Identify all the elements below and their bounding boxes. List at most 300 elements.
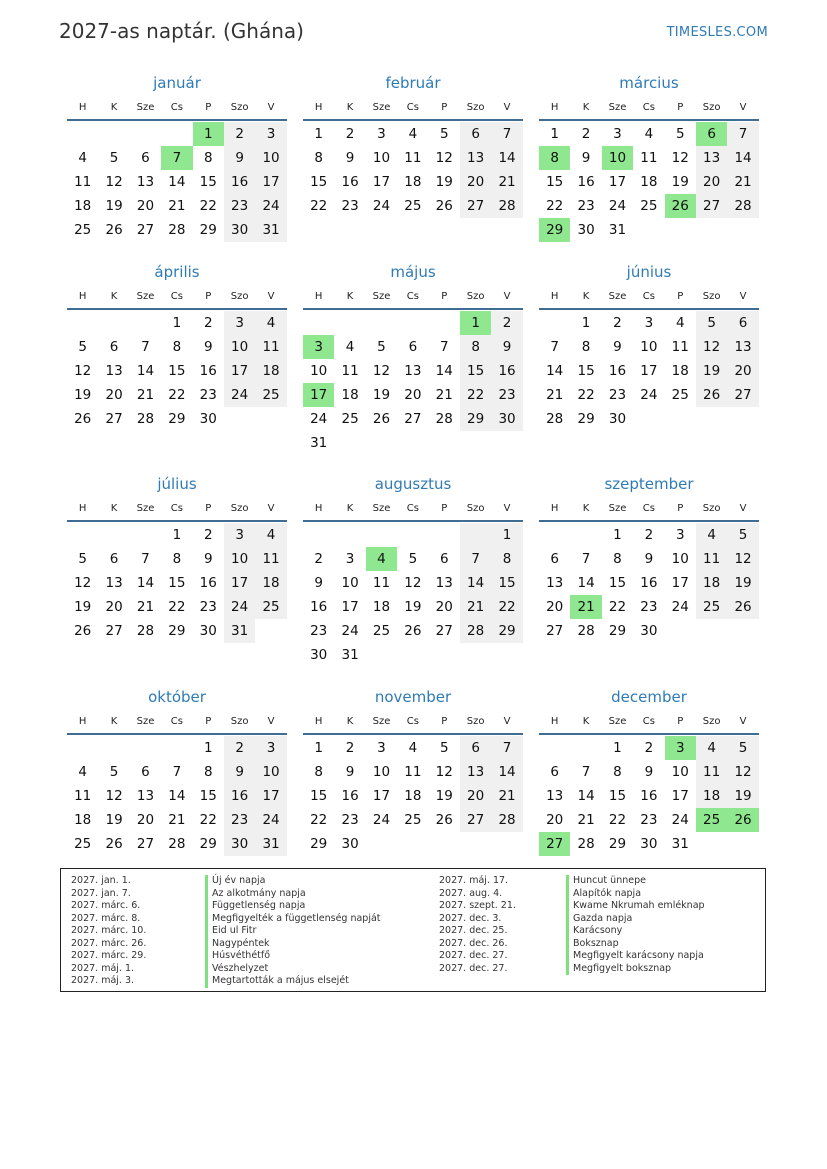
weekday-label: H	[314, 502, 323, 514]
month-name: június	[626, 263, 672, 281]
weekday-label: K	[110, 502, 118, 514]
empty-cell	[397, 311, 428, 335]
day-cell: 20	[696, 170, 727, 194]
day-cell: 1	[203, 740, 213, 756]
weekday-label: H	[314, 101, 323, 113]
day-cell: 4	[675, 315, 685, 331]
empty-cell	[696, 407, 727, 431]
day-cell: 10	[310, 363, 328, 379]
weekday-label: Szo	[230, 290, 249, 302]
empty-cell	[67, 122, 98, 146]
day-cell: 1	[314, 740, 323, 756]
legend-holiday-name: Eid ul Fitr	[205, 925, 381, 938]
weekday-label: Sze	[608, 101, 627, 113]
weekday-label: Cs	[642, 715, 655, 727]
day-cell: 29	[608, 836, 627, 852]
day-cell: 23	[224, 808, 255, 832]
day-cell: 7	[727, 122, 758, 146]
day-cell: 24	[341, 623, 359, 639]
day-cell: 8	[314, 150, 323, 166]
empty-cell	[67, 523, 98, 547]
day-cell: 25	[341, 411, 359, 427]
weekday-header	[67, 284, 287, 310]
weekday-label: H	[78, 101, 87, 113]
empty-cell	[665, 218, 696, 242]
day-cell: 16	[224, 784, 255, 808]
day-cell: 20	[404, 387, 422, 403]
weekday-label: Sze	[608, 290, 627, 302]
legend-holiday-name: Húsvéthétfő	[205, 950, 381, 963]
day-cell: 27	[460, 194, 491, 218]
empty-cell	[98, 311, 129, 335]
day-cell: 17	[255, 784, 286, 808]
day-cell: 29	[310, 836, 328, 852]
day-cell: 18	[404, 174, 422, 190]
day-cell: 13	[435, 575, 453, 591]
day-cell: 1	[491, 523, 522, 547]
day-cell: 21	[136, 387, 155, 403]
legend-holiday-name: Megtartották a május elsejét	[205, 975, 381, 988]
day-cell: 28	[491, 808, 522, 832]
day-cell: 9	[613, 339, 622, 355]
day-cell: 16	[310, 599, 328, 615]
day-cell: 3	[303, 335, 334, 359]
day-cell: 26	[696, 383, 727, 407]
day-cell: 12	[404, 575, 422, 591]
day-cell: 16	[608, 363, 627, 379]
weekday-label: Sze	[372, 715, 391, 727]
weekday-header	[67, 709, 287, 735]
day-cell: 31	[255, 832, 286, 856]
day-cell: 8	[613, 764, 622, 780]
weekday-header	[539, 95, 759, 121]
day-cell: 16	[224, 170, 255, 194]
day-cell: 6	[439, 551, 449, 567]
weekday-header	[303, 95, 523, 121]
day-cell: 6	[550, 764, 559, 780]
day-cell: 14	[577, 575, 595, 591]
day-cell: 3	[377, 126, 386, 142]
day-cell: 18	[404, 788, 422, 804]
day-cell: 12	[696, 335, 727, 359]
day-cell: 30	[224, 832, 255, 856]
day-cell: 3	[644, 315, 654, 331]
day-cell: 14	[491, 146, 522, 170]
month-name: december	[611, 688, 687, 706]
month-name: március	[619, 74, 679, 92]
month-name: január	[153, 74, 201, 92]
weekday-label: Cs	[406, 715, 419, 727]
weekday-label: Szo	[230, 715, 249, 727]
day-cell: 19	[435, 174, 453, 190]
day-cell: 10	[671, 551, 689, 567]
weekday-label: Szo	[702, 290, 721, 302]
day-cell: 30	[491, 407, 522, 431]
legend-holiday-name: Függetlenség napja	[205, 900, 381, 913]
day-cell: 13	[546, 575, 564, 591]
weekday-label: H	[78, 290, 87, 302]
empty-cell	[539, 523, 570, 547]
day-cell: 17	[372, 788, 391, 804]
month-september	[539, 474, 759, 643]
day-cell: 10	[640, 339, 658, 355]
day-cell: 17	[372, 174, 391, 190]
day-cell: 8	[203, 150, 213, 166]
day-cell: 2	[314, 551, 323, 567]
weekday-label: V	[503, 290, 511, 302]
day-cell: 19	[105, 198, 123, 214]
day-cell: 26	[74, 411, 92, 427]
day-cell: 7	[141, 339, 150, 355]
month-june	[539, 262, 759, 431]
day-cell: 18	[696, 784, 727, 808]
legend-date: 2027. dec. 26.	[439, 937, 508, 949]
day-cell: 18	[341, 387, 359, 403]
day-cell: 23	[341, 812, 359, 828]
legend-date: 2027. aug. 4.	[439, 887, 503, 899]
weekday-label: V	[267, 715, 275, 727]
day-cell: 21	[491, 784, 522, 808]
day-cell: 9	[345, 150, 355, 166]
day-cell: 29	[199, 836, 217, 852]
day-cell: 9	[224, 760, 255, 784]
day-cell: 22	[460, 383, 491, 407]
day-cell: 18	[640, 174, 658, 190]
day-cell: 26	[404, 623, 422, 639]
day-cell: 30	[224, 218, 255, 242]
day-cell: 27	[136, 222, 155, 238]
weekday-label: Cs	[170, 715, 183, 727]
empty-cell	[460, 643, 491, 667]
weekday-label: Sze	[372, 101, 391, 113]
weekday-label: Szo	[466, 101, 485, 113]
day-grid	[539, 523, 759, 643]
day-cell: 13	[136, 788, 155, 804]
day-cell: 24	[310, 411, 328, 427]
day-cell: 9	[203, 551, 213, 567]
day-cell: 19	[671, 174, 689, 190]
day-cell: 25	[696, 808, 727, 832]
day-cell: 28	[435, 411, 453, 427]
day-cell: 7	[581, 551, 591, 567]
weekday-label: H	[314, 715, 323, 727]
empty-cell	[570, 736, 601, 760]
weekday-label: V	[267, 290, 275, 302]
day-cell: 1	[613, 740, 622, 756]
day-cell: 26	[105, 836, 123, 852]
day-cell: 28	[546, 411, 564, 427]
day-cell: 1	[613, 527, 622, 543]
weekday-label: Sze	[372, 290, 391, 302]
legend-holiday-name: Vészhelyzet	[205, 963, 381, 976]
empty-cell	[224, 407, 255, 431]
day-cell: 30	[608, 411, 627, 427]
day-cell: 25	[404, 812, 422, 828]
day-cell: 12	[105, 788, 123, 804]
weekday-label: V	[739, 715, 747, 727]
day-cell: 26	[727, 808, 758, 832]
day-cell: 25	[372, 623, 391, 639]
day-cell: 27	[404, 411, 422, 427]
empty-cell	[366, 643, 397, 667]
day-cell: 10	[341, 575, 359, 591]
day-cell: 16	[640, 788, 658, 804]
day-cell: 12	[105, 174, 123, 190]
day-cell: 18	[696, 571, 727, 595]
day-cell: 13	[460, 760, 491, 784]
day-cell: 22	[577, 387, 595, 403]
empty-cell	[696, 619, 727, 643]
weekday-label: Cs	[170, 502, 183, 514]
day-cell: 8	[172, 339, 182, 355]
day-cell: 29	[199, 222, 217, 238]
legend-date: 2027. márc. 26.	[71, 937, 147, 949]
day-cell: 24	[671, 812, 689, 828]
day-cell: 11	[640, 150, 658, 166]
day-cell: 21	[727, 170, 758, 194]
day-cell: 11	[696, 547, 727, 571]
day-cell: 6	[696, 122, 727, 146]
day-cell: 21	[570, 595, 601, 619]
day-cell: 13	[546, 788, 564, 804]
day-cell: 4	[408, 740, 418, 756]
day-grid	[67, 736, 287, 856]
month-august	[303, 474, 523, 667]
day-cell: 8	[581, 339, 591, 355]
empty-cell	[255, 619, 286, 643]
day-cell: 5	[727, 523, 758, 547]
empty-cell	[727, 619, 758, 643]
weekday-label: K	[346, 502, 354, 514]
day-cell: 30	[341, 836, 359, 852]
weekday-label: Sze	[608, 715, 627, 727]
day-cell: 31	[341, 647, 359, 663]
month-february	[303, 73, 523, 218]
day-cell: 18	[671, 363, 689, 379]
day-cell: 3	[224, 523, 255, 547]
legend-date: 2027. márc. 8.	[71, 912, 141, 924]
day-cell: 15	[168, 363, 186, 379]
day-cell: 7	[439, 339, 449, 355]
day-cell: 23	[224, 194, 255, 218]
weekday-header	[303, 709, 523, 735]
brand-link[interactable]: TIMESLES.COM	[666, 25, 768, 40]
empty-cell	[98, 122, 129, 146]
day-cell: 1	[172, 527, 182, 543]
weekday-label: Szo	[702, 101, 721, 113]
empty-cell	[130, 736, 161, 760]
weekday-label: Szo	[702, 715, 721, 727]
weekday-label: Cs	[642, 290, 655, 302]
empty-cell	[397, 431, 428, 455]
day-cell: 4	[696, 523, 727, 547]
weekday-label: Sze	[372, 502, 391, 514]
day-cell: 3	[345, 551, 355, 567]
day-cell: 16	[341, 174, 359, 190]
day-cell: 17	[255, 170, 286, 194]
day-cell: 22	[199, 198, 217, 214]
legend-date: 2027. máj. 1.	[71, 962, 135, 974]
weekday-label: P	[441, 290, 448, 302]
day-cell: 27	[539, 832, 570, 856]
day-cell: 23	[640, 599, 658, 615]
legend-date: 2027. jan. 7.	[71, 887, 131, 899]
day-cell: 15	[608, 575, 627, 591]
day-cell: 20	[435, 599, 453, 615]
day-cell: 21	[168, 812, 186, 828]
day-cell: 4	[255, 311, 286, 335]
day-cell: 13	[727, 335, 758, 359]
day-cell: 25	[404, 198, 422, 214]
weekday-label: H	[314, 290, 323, 302]
day-cell: 19	[727, 571, 758, 595]
day-cell: 14	[546, 363, 564, 379]
empty-cell	[67, 311, 98, 335]
day-cell: 13	[136, 174, 155, 190]
day-cell: 20	[136, 812, 155, 828]
day-cell: 23	[310, 623, 328, 639]
day-cell: 4	[696, 736, 727, 760]
day-cell: 2	[224, 736, 255, 760]
day-cell: 25	[640, 198, 658, 214]
legend-holiday-name: Huncut ünnepe	[566, 875, 705, 888]
day-cell: 22	[168, 387, 186, 403]
day-cell: 4	[644, 126, 654, 142]
empty-cell	[161, 736, 192, 760]
weekday-header	[67, 496, 287, 522]
day-cell: 10	[671, 764, 689, 780]
day-cell: 29	[460, 407, 491, 431]
weekday-label: H	[78, 715, 87, 727]
day-cell: 8	[460, 335, 491, 359]
day-cell: 4	[366, 547, 397, 571]
day-cell: 25	[74, 222, 92, 238]
weekday-header	[539, 496, 759, 522]
weekday-label: Szo	[230, 502, 249, 514]
empty-cell	[130, 122, 161, 146]
day-cell: 30	[199, 411, 217, 427]
day-cell: 14	[491, 760, 522, 784]
day-cell: 13	[105, 363, 123, 379]
day-cell: 22	[608, 599, 627, 615]
month-name: április	[154, 263, 200, 281]
empty-cell	[397, 832, 428, 856]
day-cell: 21	[168, 198, 186, 214]
weekday-label: V	[739, 502, 747, 514]
day-cell: 15	[491, 571, 522, 595]
day-cell: 26	[727, 595, 758, 619]
day-cell: 14	[435, 363, 453, 379]
month-name: augusztus	[374, 475, 452, 493]
legend-date: 2027. dec. 25.	[439, 925, 508, 936]
day-cell: 19	[727, 784, 758, 808]
day-cell: 20	[727, 359, 758, 383]
day-cell: 9	[314, 575, 323, 591]
day-cell: 16	[199, 363, 217, 379]
empty-cell	[491, 643, 522, 667]
day-cell: 7	[141, 551, 150, 567]
day-cell: 15	[199, 788, 217, 804]
day-cell: 22	[491, 595, 522, 619]
day-cell: 15	[577, 363, 595, 379]
day-cell: 6	[141, 764, 150, 780]
weekday-label: H	[78, 502, 87, 514]
day-cell: 20	[546, 812, 564, 828]
day-cell: 4	[345, 339, 355, 355]
legend-holiday-name: Gazda napja	[566, 913, 705, 926]
day-cell: 1	[581, 315, 591, 331]
empty-cell	[460, 431, 491, 455]
legend-date: 2027. dec. 27.	[439, 950, 508, 961]
day-cell: 24	[640, 387, 658, 403]
day-cell: 6	[460, 736, 491, 760]
day-cell: 17	[608, 174, 627, 190]
day-cell: 10	[372, 150, 391, 166]
weekday-label: P	[205, 101, 212, 113]
day-cell: 5	[377, 339, 386, 355]
weekday-header	[303, 284, 523, 310]
day-cell: 7	[491, 122, 522, 146]
weekday-label: Cs	[170, 290, 183, 302]
month-march	[539, 73, 759, 242]
day-cell: 20	[105, 599, 123, 615]
day-cell: 2	[203, 315, 213, 331]
day-cell: 25	[255, 383, 286, 407]
day-cell: 19	[404, 599, 422, 615]
day-cell: 4	[78, 150, 87, 166]
legend-holiday-name: Megfigyelték a függetlenség napját	[205, 913, 381, 926]
day-cell: 21	[460, 595, 491, 619]
day-cell: 15	[199, 174, 217, 190]
day-cell: 30	[310, 647, 328, 663]
legend-holiday-name: Alapítók napja	[566, 888, 705, 901]
day-cell: 17	[341, 599, 359, 615]
weekday-label: Cs	[406, 101, 419, 113]
day-cell: 1	[550, 126, 559, 142]
month-april	[67, 262, 287, 431]
legend-date: 2027. szept. 21.	[439, 900, 516, 911]
day-cell: 31	[310, 435, 328, 451]
day-cell: 12	[671, 150, 689, 166]
weekday-label: P	[441, 715, 448, 727]
weekday-label: P	[677, 502, 684, 514]
day-cell: 3	[255, 736, 286, 760]
empty-cell	[397, 643, 428, 667]
day-cell: 24	[255, 194, 286, 218]
day-grid	[67, 523, 287, 643]
day-cell: 18	[74, 198, 92, 214]
weekday-label: K	[110, 715, 118, 727]
day-cell: 7	[460, 547, 491, 571]
day-cell: 13	[404, 363, 422, 379]
weekday-label: Cs	[170, 101, 183, 113]
empty-cell	[334, 311, 365, 335]
day-cell: 28	[491, 194, 522, 218]
day-cell: 14	[136, 363, 155, 379]
day-cell: 23	[199, 599, 217, 615]
day-cell: 11	[255, 547, 286, 571]
day-cell: 8	[314, 764, 323, 780]
day-cell: 26	[105, 222, 123, 238]
day-grid	[539, 311, 759, 431]
weekday-label: K	[346, 290, 354, 302]
day-cell: 27	[696, 194, 727, 218]
day-cell: 6	[109, 339, 119, 355]
weekday-label: P	[441, 502, 448, 514]
empty-cell	[633, 218, 664, 242]
day-cell: 12	[74, 575, 92, 591]
weekday-label: K	[582, 502, 590, 514]
